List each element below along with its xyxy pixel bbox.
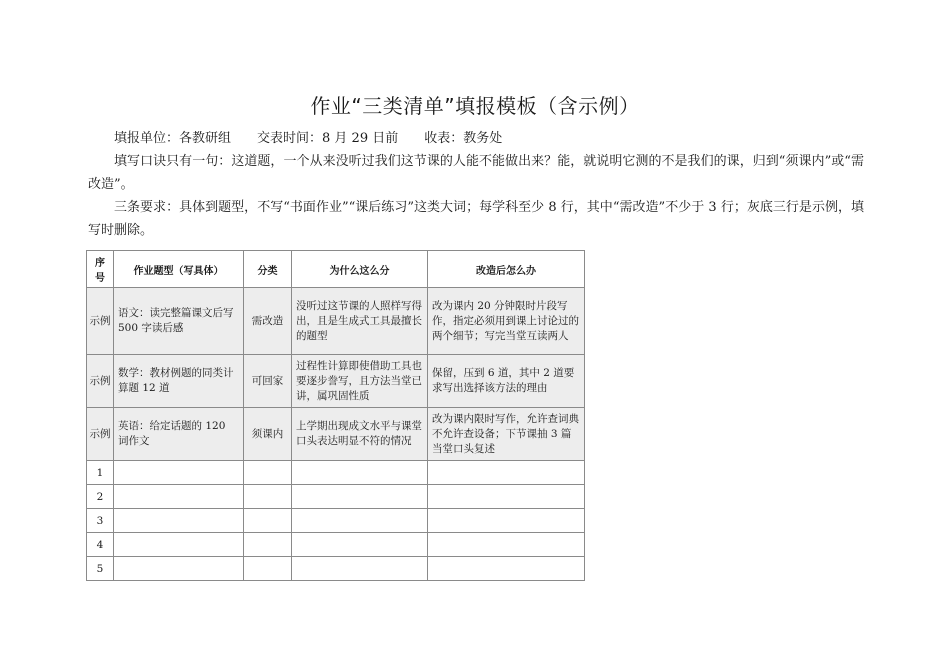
example-category: 需改造: [244, 288, 292, 355]
example-seq: 示例: [87, 288, 114, 355]
homework-list-table: [86, 250, 585, 581]
type-cell[interactable]: [114, 533, 244, 557]
example-row: [87, 288, 585, 355]
reason-cell[interactable]: [292, 485, 428, 509]
example-fix: 改为课内 20 分钟限时片段写作，指定必须用到课上讨论过的两个细节；写完当堂互读两人: [428, 288, 585, 355]
info-line: [88, 127, 864, 150]
example-type: 数学：教材例题的同类计算题 12 道: [114, 355, 244, 408]
header-fix: 改造后怎么办: [428, 251, 585, 288]
blank-row: [87, 509, 585, 533]
row-number: 2: [87, 485, 114, 509]
header-type: 作业题型（写具体）: [114, 251, 244, 288]
example-category: 须课内: [244, 408, 292, 461]
example-row: [87, 355, 585, 408]
example-seq: 示例: [87, 408, 114, 461]
reason-cell[interactable]: [292, 533, 428, 557]
example-row: [87, 408, 585, 461]
row-number: 1: [87, 461, 114, 485]
row-number: 5: [87, 557, 114, 581]
example-type: 英语：给定话题的 120 词作文: [114, 408, 244, 461]
category-cell[interactable]: [244, 509, 292, 533]
example-fix: 保留，压到 6 道，其中 2 道要求写出选择该方法的理由: [428, 355, 585, 408]
category-cell[interactable]: [244, 461, 292, 485]
requirements-paragraph: 三条要求：具体到题型，不写“书面作业”“课后练习”这类大词；每学科至少 8 行，其中“需改造”不少于 3 行；灰底三行是示例，填写时删除。: [88, 200, 864, 238]
category-cell[interactable]: [244, 533, 292, 557]
fix-cell[interactable]: [428, 533, 585, 557]
type-cell[interactable]: [114, 509, 244, 533]
blank-row: [87, 461, 585, 485]
row-number: 3: [87, 509, 114, 533]
example-type: 语文：读完整篇课文后写 500 字读后感: [114, 288, 244, 355]
example-fix: 改为课内限时写作，允许查词典不允许查设备；下节课抽 3 篇当堂口头复述: [428, 408, 585, 461]
fix-cell[interactable]: [428, 557, 585, 581]
info-receiver: 收表：教务处: [424, 131, 503, 146]
formula-paragraph: 填写口诀只有一句：这道题，一个从来没听过我们这节课的人能不能做出来？能，就说明它测的不是我们的课，归到“须课内”或“需改造”。: [88, 154, 864, 192]
category-cell[interactable]: [244, 485, 292, 509]
fix-cell[interactable]: [428, 485, 585, 509]
table-header-row: [87, 251, 585, 288]
reason-cell[interactable]: [292, 509, 428, 533]
example-reason: 过程性计算即使借助工具也要逐步誊写，且方法当堂已讲，属巩固性质: [292, 355, 428, 408]
type-cell[interactable]: [114, 485, 244, 509]
example-seq: 示例: [87, 355, 114, 408]
blank-row: [87, 557, 585, 581]
type-cell[interactable]: [114, 557, 244, 581]
header-category: 分类: [244, 251, 292, 288]
header-reason: 为什么这么分: [292, 251, 428, 288]
example-reason: 没听过这节课的人照样写得出，且是生成式工具最擅长的题型: [292, 288, 428, 355]
category-cell[interactable]: [244, 557, 292, 581]
fix-cell[interactable]: [428, 461, 585, 485]
blank-row: [87, 485, 585, 509]
reason-cell[interactable]: [292, 557, 428, 581]
blank-row: [87, 533, 585, 557]
reason-cell[interactable]: [292, 461, 428, 485]
fix-cell[interactable]: [428, 509, 585, 533]
document-title: 作业“三类清单”填报模板（含示例）: [310, 94, 640, 118]
example-category: 可回家: [244, 355, 292, 408]
header-seq: 序号: [87, 251, 114, 288]
info-deadline: 交表时间：8 月 29 日前: [257, 131, 399, 146]
type-cell[interactable]: [114, 461, 244, 485]
row-number: 4: [87, 533, 114, 557]
example-reason: 上学期出现成文水平与课堂口头表达明显不符的情况: [292, 408, 428, 461]
info-unit: 填报单位：各教研组: [114, 131, 232, 146]
